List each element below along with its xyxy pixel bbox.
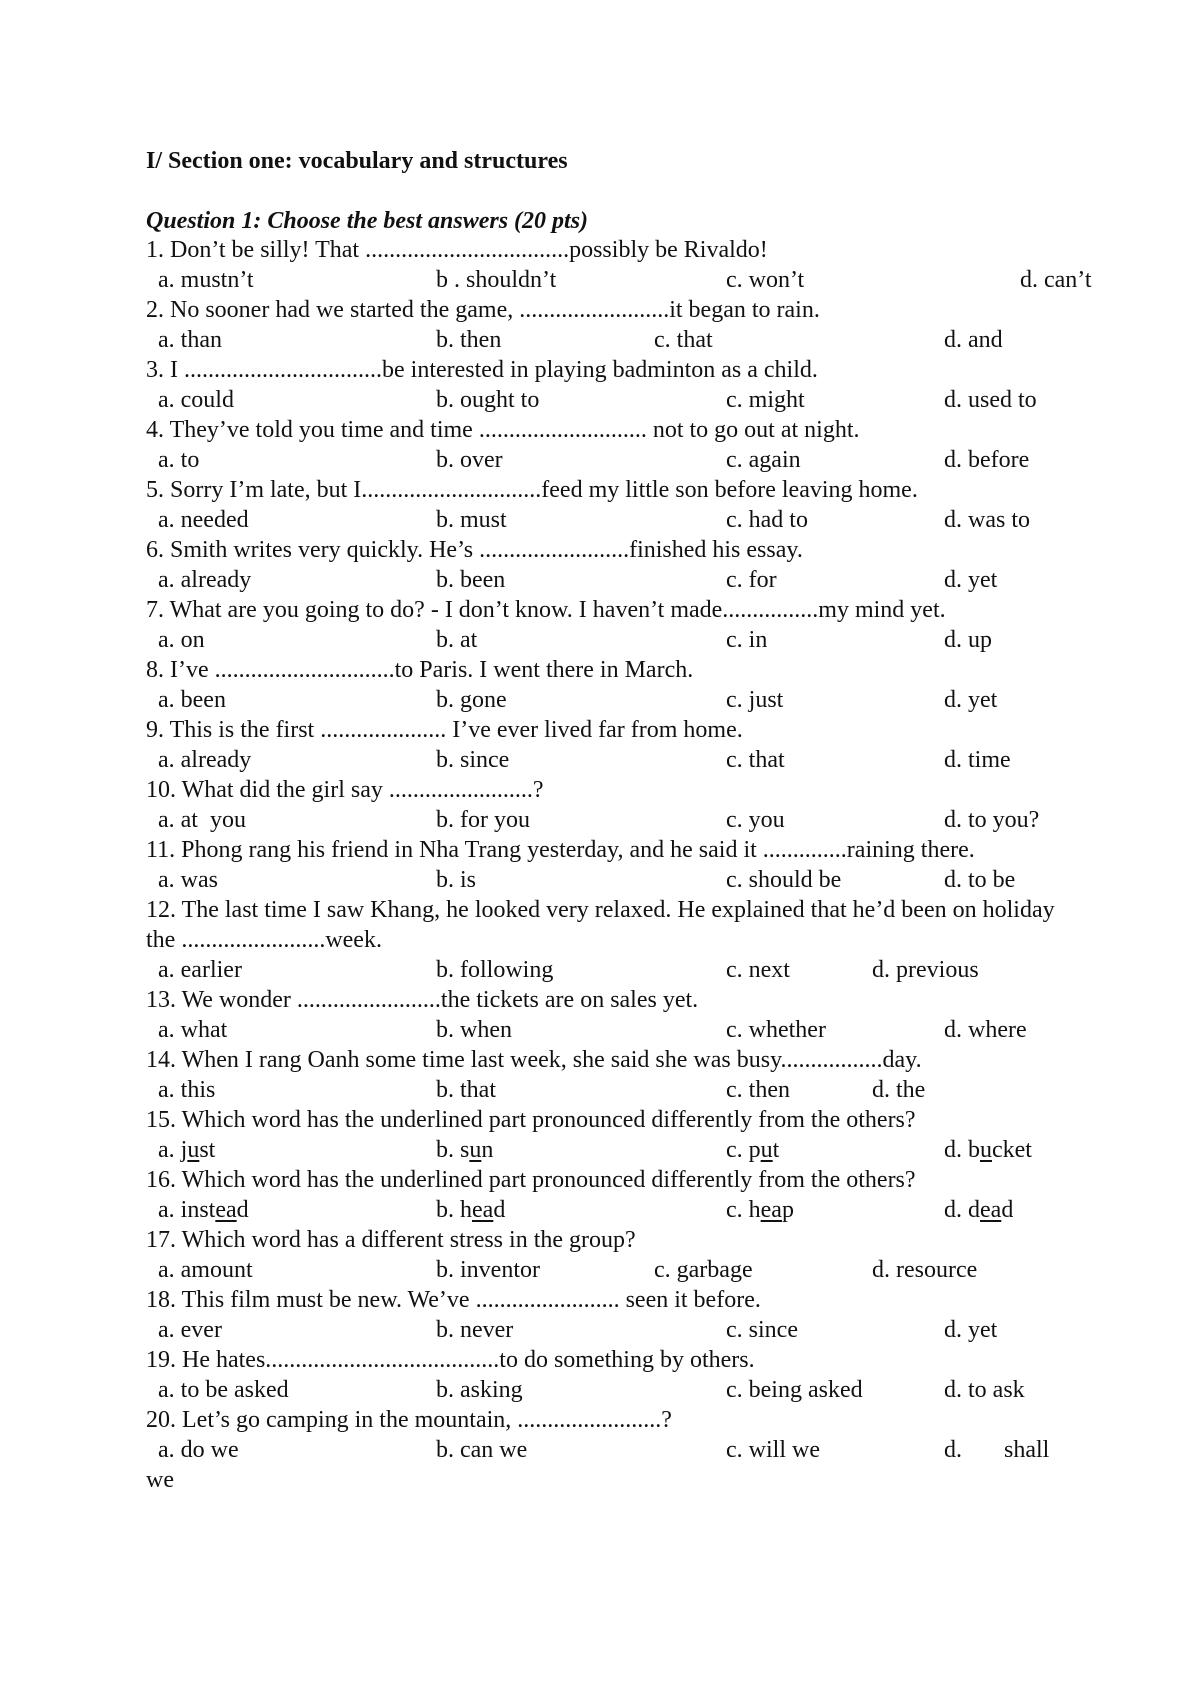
- option-d: d. bucket: [944, 1137, 1032, 1163]
- question-stem: 1. Don’t be silly! That ..................................possibly be Rivaldo!: [146, 237, 768, 263]
- underlined-part: ea: [760, 1197, 782, 1223]
- option-c: c. for: [726, 567, 777, 593]
- option-d: d. previous: [872, 957, 979, 983]
- question-item: [146, 595, 1066, 655]
- option-b: b. ought to: [436, 387, 540, 413]
- option-b: b. that: [436, 1077, 496, 1103]
- underlined-part: ea: [472, 1197, 494, 1223]
- option-b: b. can we: [436, 1437, 528, 1463]
- option-a: a. already: [158, 567, 252, 593]
- option-b: b. for you: [436, 807, 530, 833]
- option-d: d. dead: [944, 1197, 1014, 1223]
- question-stem: 15. Which word has the underlined part pronounced differently from the others?: [146, 1107, 916, 1133]
- question-item: [146, 985, 1066, 1045]
- option-b: b. sun: [436, 1137, 494, 1163]
- option-d-letter: d.: [944, 1437, 962, 1463]
- option-b: b. must: [436, 507, 507, 533]
- question-item: [146, 1045, 1066, 1105]
- option-d: d. and: [944, 327, 1003, 353]
- option-b: b. following: [436, 957, 554, 983]
- option-a: a. earlier: [158, 957, 242, 983]
- question-heading: Question 1: Choose the best answers (20 pts): [146, 208, 589, 234]
- option-d: d. yet: [944, 567, 998, 593]
- option-d: d. time: [944, 747, 1011, 773]
- option-b: b. when: [436, 1017, 512, 1043]
- option-a: a. already: [158, 747, 252, 773]
- question-item: [146, 1405, 1066, 1495]
- option-b: b. never: [436, 1317, 514, 1343]
- option-d: d. yet: [944, 1317, 998, 1343]
- question-stem: 5. Sorry I’m late, but I..............................feed my little son before leaving home.: [146, 477, 918, 503]
- question-stem: 16. Which word has the underlined part pronounced differently from the others?: [146, 1167, 916, 1193]
- question-item: [146, 1105, 1066, 1165]
- option-c: c. that: [654, 327, 713, 353]
- option-row: [146, 385, 1066, 415]
- option-b: b. over: [436, 447, 503, 473]
- option-a: a. could: [158, 387, 234, 413]
- option-c: c. put: [726, 1137, 780, 1163]
- option-d-wrap: we: [146, 1467, 174, 1493]
- option-row: [146, 565, 1066, 595]
- option-a: a. do we: [158, 1437, 239, 1463]
- option-a: a. than: [158, 327, 222, 353]
- option-c: c. being asked: [726, 1377, 863, 1403]
- question-stem: 19. He hates.......................................to do something by others.: [146, 1347, 755, 1373]
- option-row: [146, 325, 1066, 355]
- option-c: c. had to: [726, 507, 808, 533]
- option-row: [146, 955, 1066, 985]
- question-stem: 2. No sooner had we started the game, .........................it began to rain.: [146, 297, 820, 323]
- option-b: b. inventor: [436, 1257, 540, 1283]
- underlined-part: u: [187, 1137, 200, 1163]
- option-row: [146, 1255, 1066, 1285]
- question-item: [146, 475, 1066, 535]
- question-item: [146, 415, 1066, 475]
- question-item: [146, 295, 1066, 355]
- option-row: [146, 1195, 1066, 1225]
- question-stem: 17. Which word has a different stress in the group?: [146, 1227, 636, 1253]
- option-c: c. just: [726, 687, 784, 713]
- underlined-part: ea: [980, 1197, 1002, 1223]
- question-item: [146, 1225, 1066, 1285]
- question-stem: 12. The last time I saw Khang, he looked very relaxed. He explained that he’d been on holiday the ........................week.: [146, 897, 1055, 953]
- option-a: a. been: [158, 687, 226, 713]
- option-b: b. head: [436, 1197, 506, 1223]
- option-row: [146, 625, 1066, 655]
- underlined-part: u: [980, 1137, 992, 1163]
- option-row: [146, 745, 1066, 775]
- option-a: a. this: [158, 1077, 216, 1103]
- option-c: c. won’t: [726, 267, 805, 293]
- option-row: [146, 805, 1066, 835]
- option-row: [146, 505, 1066, 535]
- option-c: c. in: [726, 627, 768, 653]
- underlined-part: u: [760, 1137, 773, 1163]
- option-row: [146, 1315, 1066, 1345]
- option-a: a. on: [158, 627, 205, 653]
- option-c: c. whether: [726, 1017, 826, 1043]
- option-c: c. should be: [726, 867, 842, 893]
- question-stem: 10. What did the girl say ........................?: [146, 777, 544, 803]
- question-stem: 4. They’ve told you time and time ............................ not to go out at night.: [146, 417, 860, 443]
- question-item: [146, 775, 1066, 835]
- question-stem: 8. I’ve ..............................to Paris. I went there in March.: [146, 657, 694, 683]
- option-row: [146, 685, 1066, 715]
- option-row: [146, 1015, 1066, 1045]
- option-c: c. will we: [726, 1437, 820, 1463]
- option-c: c. you: [726, 807, 785, 833]
- option-a: a. ever: [158, 1317, 222, 1343]
- option-row: [146, 1075, 1066, 1105]
- option-b: b. been: [436, 567, 506, 593]
- question-item: [146, 535, 1066, 595]
- question-item: [146, 1285, 1066, 1345]
- option-d: d. to ask: [944, 1377, 1025, 1403]
- option-a: a. amount: [158, 1257, 253, 1283]
- option-c: c. since: [726, 1317, 798, 1343]
- question-stem: 9. This is the first ..................... I’ve ever lived far from home.: [146, 717, 743, 743]
- option-a: a. to: [158, 447, 200, 473]
- question-item: [146, 1345, 1066, 1405]
- option-a: a. what: [158, 1017, 228, 1043]
- question-stem: 18. This film must be new. We’ve ........................ seen it before.: [146, 1287, 761, 1313]
- option-b: b. is: [436, 867, 477, 893]
- question-stem: 11. Phong rang his friend in Nha Trang yesterday, and he said it ..............raining there.: [146, 837, 975, 863]
- option-b: b. asking: [436, 1377, 523, 1403]
- underlined-part: u: [469, 1137, 482, 1163]
- option-b: b. since: [436, 747, 510, 773]
- section-title: I/ Section one: vocabulary and structures: [146, 148, 568, 174]
- option-c: c. again: [726, 447, 801, 473]
- option-d: d. was to: [944, 507, 1030, 533]
- option-row: [146, 1375, 1066, 1405]
- option-a: a. mustn’t: [158, 267, 254, 293]
- option-a: a. was: [158, 867, 218, 893]
- question-item: [146, 1165, 1066, 1225]
- option-a: a. at you: [158, 807, 246, 833]
- option-b: b. at: [436, 627, 478, 653]
- question-stem: 13. We wonder ........................the tickets are on sales yet.: [146, 987, 699, 1013]
- question-list: [146, 235, 1092, 1495]
- option-d: d. used to: [944, 387, 1037, 413]
- underlined-part: ea: [215, 1197, 237, 1223]
- question-item: [146, 895, 1066, 985]
- option-c: c. then: [726, 1077, 790, 1103]
- option-d: d. to you?: [944, 807, 1040, 833]
- option-a: a. just: [158, 1137, 216, 1163]
- question-stem: 14. When I rang Oanh some time last week, she said she was busy.................day.: [146, 1047, 922, 1073]
- option-d: d. can’t: [1020, 267, 1092, 293]
- option-d: d. resource: [872, 1257, 978, 1283]
- option-row: [146, 265, 1092, 295]
- option-c: c. heap: [726, 1197, 794, 1223]
- question-stem: 20. Let’s go camping in the mountain, ........................?: [146, 1407, 672, 1433]
- option-d-text: shall: [1004, 1437, 1050, 1463]
- question-item: [146, 355, 1066, 415]
- option-d: d. the: [872, 1077, 926, 1103]
- option-row: [146, 865, 1066, 895]
- question-item: [146, 715, 1066, 775]
- option-b: b . shouldn’t: [436, 267, 557, 293]
- option-a: a. needed: [158, 507, 249, 533]
- question-item: [146, 235, 1092, 295]
- option-row: [146, 1435, 1066, 1465]
- option-d: d. yet: [944, 687, 998, 713]
- option-b: b. gone: [436, 687, 507, 713]
- option-b: b. then: [436, 327, 502, 353]
- option-c: c. next: [726, 957, 790, 983]
- option-c: c. that: [726, 747, 785, 773]
- option-d: d. where: [944, 1017, 1027, 1043]
- option-row: [146, 1135, 1066, 1165]
- option-c: c. garbage: [654, 1257, 753, 1283]
- option-a: a. to be asked: [158, 1377, 289, 1403]
- option-row: [146, 445, 1066, 475]
- question-item: [146, 655, 1066, 715]
- option-d: d. before: [944, 447, 1030, 473]
- question-stem: 7. What are you going to do? - I don’t know. I haven’t made................my mind yet.: [146, 597, 946, 623]
- question-stem: 3. I .................................be interested in playing badminton as a child.: [146, 357, 818, 383]
- question-item: [146, 835, 1066, 895]
- option-a: a. instead: [158, 1197, 249, 1223]
- option-d: d. up: [944, 627, 992, 653]
- question-stem: 6. Smith writes very quickly. He’s .........................finished his essay.: [146, 537, 803, 563]
- option-d: d. to be: [944, 867, 1016, 893]
- option-c: c. might: [726, 387, 805, 413]
